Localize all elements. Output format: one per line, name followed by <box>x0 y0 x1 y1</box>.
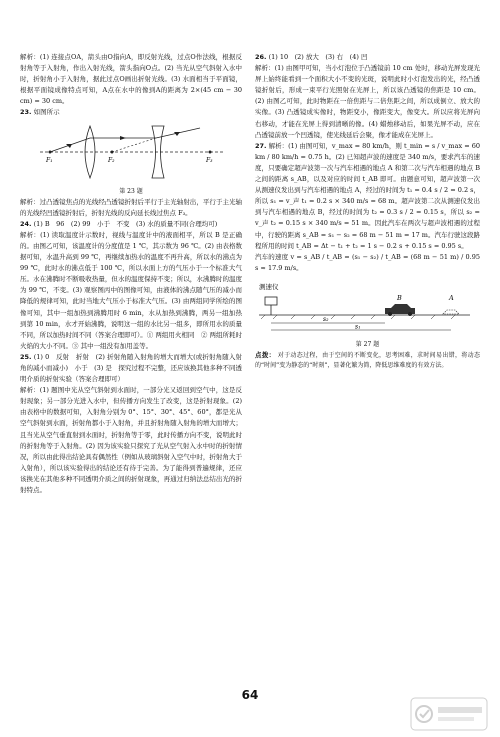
q25-analysis: 解析：(1) 题图中光从空气斜射到水面时，一部分光又返回到空气中，这是反射现象；另一部分光进入水中，但传播方向发生了改变，这是折射现象。(2) 由表格中的数据可知，入射角分别为 0°、15°、30°、45°、60°，都是光从空气斜射到水面，折射角都小于入射角，并且折射角随入射角的增大而增大；且当光从空气垂直射到水面时，折射角等于零，此时传播方向不变，说明此时的折射角等于入射角。(2) 因为该实验只探究了光从空气射入水中时的折射情况，所以由此得出结论具有偶然性（例如从玻璃斜射入空气中时，折射角大于入射角），所以该实验得出的结论还有待于完善。为了能得到普遍规律，还应该换光在其他多种不同透明介质之间的折射现象，再通过归纳法总结出光的折射特点。 <box>20 386 242 494</box>
fig23-f2-label: F₂ <box>108 156 115 164</box>
fig27-s1-label: s₁ <box>355 323 361 331</box>
q27-analysis: 解析：(1) 由图可知，v_max = 80 km/h，则 t_min = s / v_max = 60 km / 80 km/h = 0.75 h。(2) 已知超声波的速度是 340 m/s，要求汽车的速度，只要确定超声波第一次与汽车相遇的地点 A 和第二次与汽车相遇的地点 B 之间的距离 s_AB，以及对应的时间 t_AB 即可。由题意可知，超声波第一次从测速仪发出到与汽车相遇的地点 A，经过的时间为 t₁ = 0.4 s / 2 = 0.2 s，所以 s₁ = v_声 t₁ = 0.2 s × 340 m/s = 68 m。超声波第二次从测速仪发出到与汽车相遇的地点 B，经过的时间为 t₂ = 0.3 s / 2 = 0.15 s，所以 s₂ = v_声 t₂ = 0.15 s × 340 m/s = 51 m。因此汽车在两次与超声波相遇的过程中，行驶的距离 s_AB = s₁ − s₂ = 68 m − 51 m = 17 m。汽车行驶这段路程所用的时间 t_AB = Δt − t₁ + t₂ = 1 s − 0.2 s + 0.15 s = 0.95 s。 <box>255 141 480 250</box>
watermark-logo <box>410 697 488 731</box>
fig27-device-label: 测速仪 <box>259 282 279 291</box>
fig27-b-label: B <box>397 293 402 302</box>
figure-23 <box>20 122 242 194</box>
q23-answer <box>20 107 242 118</box>
formula-label: 汽车的速度 v = s_AB / t_AB = <box>255 252 350 261</box>
speed-radar-icon <box>265 297 277 305</box>
q25-answer-text: (1) 0 反射 折射 (2) 折射角随入射角的增大而增大(或折射角随入射角的减小而减小) 小于 (3) 是 探究过程不完整，还应该换其他多种不同透明介质的折射实验（答案合理即可） <box>20 352 242 384</box>
tip-text: 对于动态过程，由于空间的不断变化，思考困难，求时间易出错，将动态的“时间”变为静态的“时刻”，显著化繁为简，降低思维难度的有效方法。 <box>255 351 480 370</box>
q26-answer <box>255 52 480 63</box>
q27-answer <box>255 141 480 252</box>
q27-formula <box>255 252 480 274</box>
q24-analysis: 解析：(1) 读取温度计示数时，视线与温度计中的液面相平，所以 B 是正确的。由图乙可知，该温度计的分度值是 1 ℃，其示数为 96 ℃。(2) 由表格数据可知，水温升高到 99 ℃，再继续加热水的温度不再升高，所以水的沸点为 99 ℃，此时水的沸点低于 100 ℃，所以水面上方的气压小于一个标准大气压。水在沸腾时不断吸收热量，但水的温度保持不变；所以，水沸腾时的温度为 99 ℃，不变。(3) 观察图丙中的图像可知，由液体的沸点随气压的减小而降低的规律可知，此时当地大气压小于标准大气压。(3) 由两组同学所绘的图像可知，其中一组加热到沸腾用时 6 min，水从加热到沸腾，两另一组加热到第 10 min，水才开始沸腾，说明这一组的水比另一组多，即所用水的质量不同，所以加热时间不同（答案合理即可）。① 两组用火相同 ② 两组所耗时火焰的大小不同。③ 其中一组没有加用盖等。 <box>20 230 242 350</box>
q24-number: 24. <box>20 219 32 228</box>
figure-23-caption: 第 23 题 <box>119 187 143 195</box>
q24-answer <box>20 219 242 230</box>
q25-number: 25. <box>20 352 32 361</box>
formula-middle: (s₁ − s₂) / t_AB = (68 m − 51 m) / 0.95 s ≈ <box>255 252 480 272</box>
fig23-f1-label: F₁ <box>46 156 53 164</box>
q23-answer-text: 如图所示 <box>33 108 60 117</box>
tip-box <box>255 350 480 372</box>
page-number: 64 <box>241 688 259 702</box>
q26-analysis: 解析：(1) 由图甲可知，当小灯泡位于凸透镜前 10 cm 处时，移动光屏发现光屏上始终能看到一个面积大小不变的光斑，说明此时小灯泡发出的光，经凸透镜折射后，形成一束平行光照射在光屏上，所以该凸透镜的焦距是 10 cm。(2) 由图乙可知，此时物距在一倍焦距与二倍焦距之间，所以成倒立、放大的实像。(3) 凸透镜成实像时，物距变小，像距变大，像变大。所以应将光屏向右移动，才能在光屏上得到清晰的像。(4) 蜡烛移动后，如果光屏不动，应在凸透镜前放一个凹透镜，使光线延后会聚，像才能成在光屏上。 <box>255 64 480 139</box>
q23-number: 23. <box>20 108 32 117</box>
figure-27-caption: 第 27 题 <box>355 340 380 348</box>
speed-radar-diagram <box>255 277 480 335</box>
left-column <box>20 52 242 496</box>
q22-analysis: 解析：(1) 连接点OA，箭头由O指向A，即反射光线，过点O作法线，根据反射角等于入射角，作出入射光线，箭头指向O点。(2) 当光从空气斜射入水中时，折射角小于入射角，据此过点O画出折射光线。(3) 水面相当于平面镜，根据平面镜成像特点可知，A点在水中的像到A的距离为 2×(45 cm − 30 cm) = 30 cm。 <box>20 53 242 106</box>
q26-answer-text: (1) 10 (2) 放大 (3) 右 (4) 凹 <box>268 53 368 61</box>
q25-answer <box>20 352 242 385</box>
q23-analysis: 解析：过凸透镜焦点的光线经凸透镜折射后平行于主光轴射出，平行于主光轴的光线经凹透镜折射后，折射光线的反向延长线过焦点 F₃。 <box>20 197 242 217</box>
lens-diagram <box>20 122 242 182</box>
figure-27 <box>255 277 480 347</box>
extension-line <box>112 138 156 152</box>
right-column <box>255 52 480 372</box>
fig27-a-label: A <box>449 293 454 302</box>
fig23-f3-label: F₃ <box>206 156 213 164</box>
fig27-s2-label: s₂ <box>323 315 329 323</box>
formula-result: 17.9 m/s。 <box>267 263 303 272</box>
q26-number: 26. <box>255 53 267 61</box>
tip-label: 点拨： <box>255 350 276 359</box>
q27-number: 27. <box>255 141 267 150</box>
q24-answer-text: (1) B 96 (2) 99 小于 不变 (3) 水的质量不同(合理均可) <box>33 219 218 228</box>
